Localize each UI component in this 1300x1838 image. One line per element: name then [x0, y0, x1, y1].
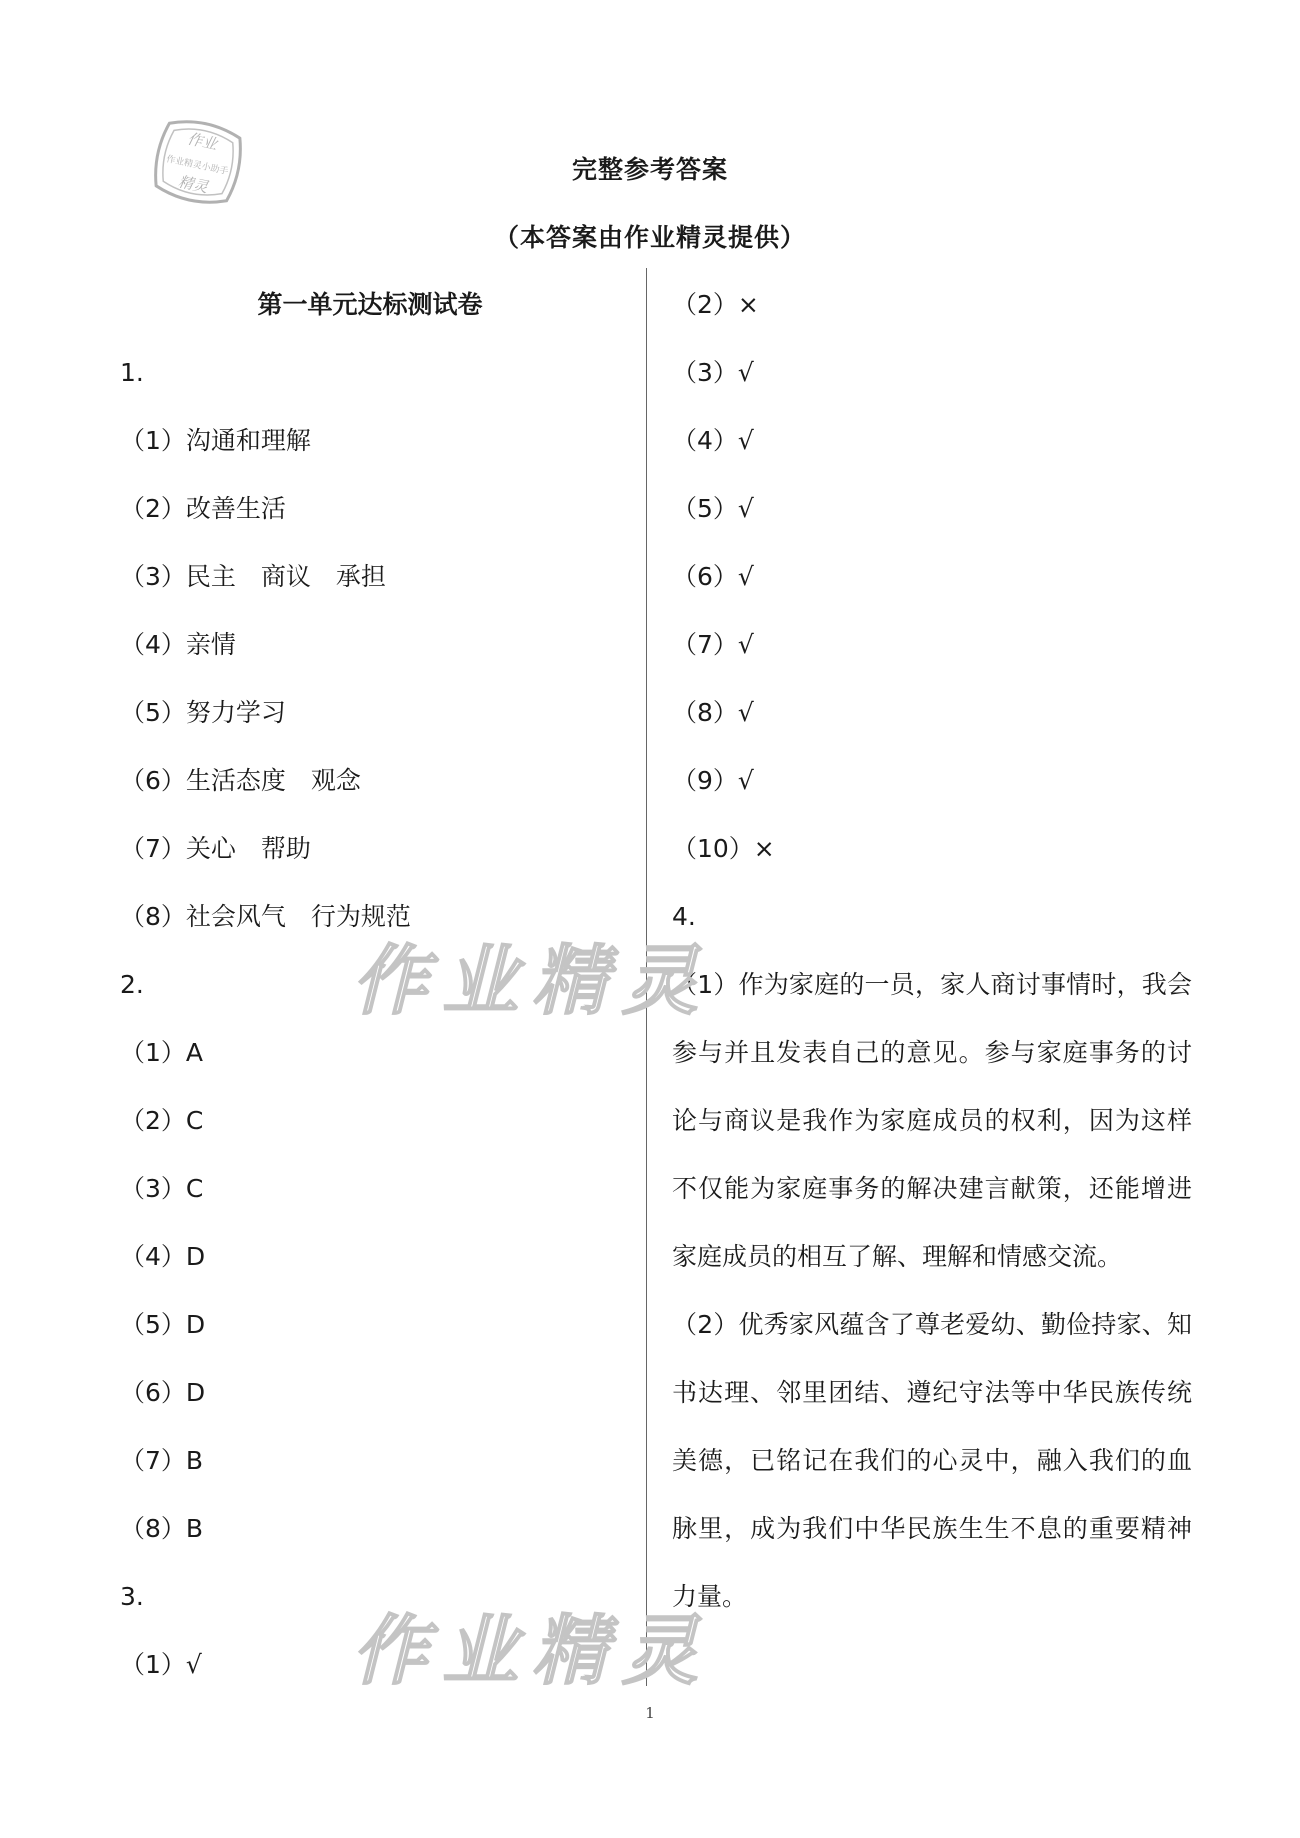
question-2-label: 2. — [120, 970, 144, 999]
page-title: 完整参考答案 — [571, 155, 728, 184]
q3-answer: （3）√ — [672, 358, 754, 387]
page-number: 1 — [645, 1704, 655, 1722]
q1-answer: （8）社会风气 行为规范 — [120, 902, 411, 931]
question-4-label: 4. — [672, 902, 696, 931]
section-heading: 第一单元达标测试卷 — [257, 290, 483, 319]
q3-answer: （9）√ — [672, 766, 754, 795]
q3-answer: （10）× — [672, 834, 775, 863]
q1-answer: （6）生活态度 观念 — [120, 766, 361, 795]
q1-answer: （3）民主 商议 承担 — [120, 562, 386, 591]
q3-answer: （7）√ — [672, 630, 754, 659]
watermark-text: 作业精灵 — [352, 936, 712, 1025]
q3-answer: （8）√ — [672, 698, 754, 727]
right-column — [672, 285, 1192, 1631]
q2-answer: （5）D — [120, 1310, 206, 1339]
q3-answer: （1）√ — [120, 1650, 202, 1679]
q2-answer: （6）D — [120, 1378, 206, 1407]
q2-answer: （4）D — [120, 1242, 206, 1271]
q2-answer: （8）B — [120, 1514, 204, 1543]
svg-text:作业精灵小助手: 作业精灵小助手 — [165, 154, 230, 178]
q3-answer: （4）√ — [672, 426, 754, 455]
q2-answer: （2）C — [120, 1106, 204, 1135]
svg-text:作业: 作业 — [185, 129, 219, 154]
question-3-label: 3. — [120, 1582, 144, 1611]
q2-answer: （1）A — [120, 1038, 204, 1067]
svg-text:精灵: 精灵 — [176, 172, 210, 197]
q1-answer: （1）沟通和理解 — [120, 426, 311, 455]
q1-answer: （2）改善生活 — [120, 494, 286, 523]
q4-answer-paragraph: （1）作为家庭的一员，家人商讨事情时，我会参与并且发表自己的意见。参与家庭事务的讨论与商议是我作为家庭成员的权利，因为这样不仅能为家庭事务的解决建言献策，还能增进家庭成员的相互了解、理解和情感交流。 — [672, 970, 1192, 1271]
q3-answer: （2）× — [672, 290, 759, 319]
page-subtitle: （本答案由作业精灵提供） — [493, 223, 806, 252]
q3-answer: （5）√ — [672, 494, 754, 523]
q1-answer: （4）亲情 — [120, 630, 236, 659]
question-1-label: 1. — [120, 358, 144, 387]
q2-answer: （7）B — [120, 1446, 204, 1475]
q1-answer: （7）关心 帮助 — [120, 834, 311, 863]
q4-answer-paragraph: （2）优秀家风蕴含了尊老爱幼、勤俭持家、知书达理、邻里团结、遵纪守法等中华民族传统美德，已铭记在我们的心灵中，融入我们的血脉里，成为我们中华民族生生不息的重要精神力量。 — [672, 1310, 1192, 1611]
q3-answer: （6）√ — [672, 562, 754, 591]
q2-answer: （3）C — [120, 1174, 204, 1203]
watermark-text: 作业精灵 — [352, 1606, 712, 1695]
q1-answer: （5）努力学习 — [120, 698, 286, 727]
